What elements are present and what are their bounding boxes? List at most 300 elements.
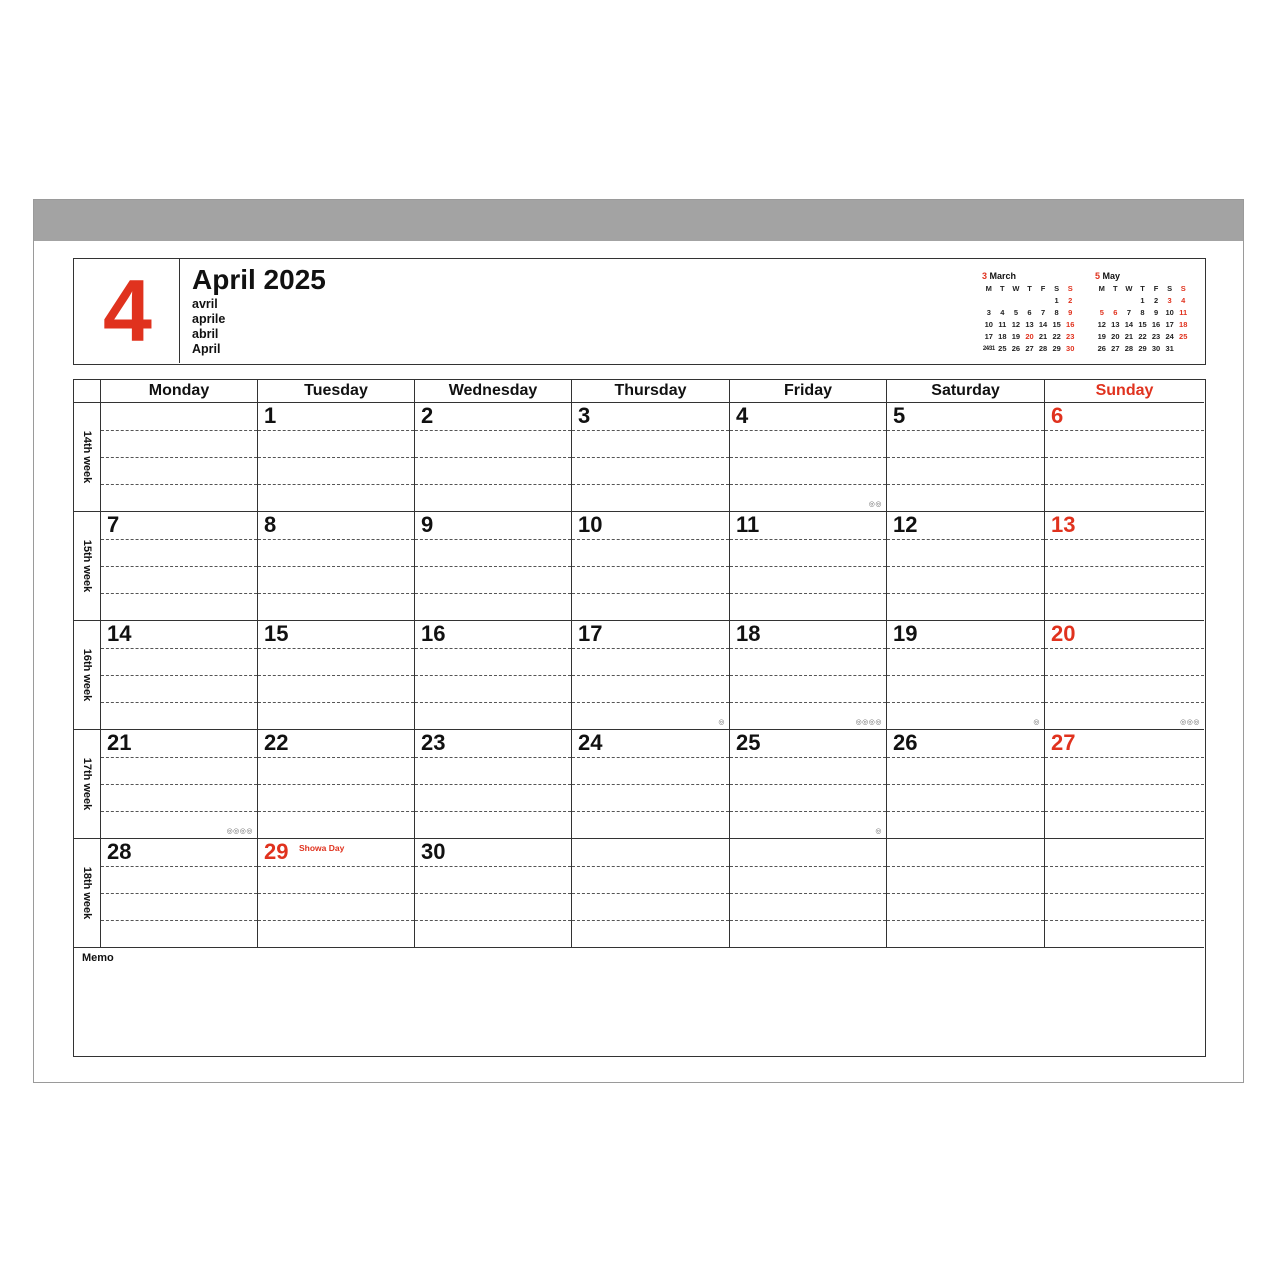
mini-grid — [982, 283, 1077, 355]
translation-fr: avril — [192, 297, 218, 311]
mini-weekday: T — [1027, 284, 1032, 293]
writing-line — [887, 893, 1044, 894]
writing-line — [258, 457, 414, 458]
day-cell-22[interactable] — [257, 730, 414, 839]
writing-line — [730, 920, 886, 921]
mini-weekday: M — [985, 284, 992, 293]
writing-line — [415, 430, 571, 431]
writing-line — [572, 648, 729, 649]
mini-day: 8 — [1054, 308, 1059, 317]
writing-line — [415, 920, 571, 921]
date-number: 18 — [736, 621, 761, 646]
mini-day: 7 — [1040, 308, 1046, 317]
writing-line — [258, 893, 414, 894]
day-cell-20[interactable] — [1044, 621, 1204, 730]
mini-day: 19 — [1097, 332, 1106, 341]
mini-weekday: T — [1140, 284, 1145, 293]
writing-line — [887, 648, 1044, 649]
day-cell-27[interactable] — [1044, 730, 1204, 839]
date-number: 12 — [893, 512, 918, 537]
day-cell-15[interactable] — [257, 621, 414, 730]
writing-line — [730, 784, 886, 785]
writing-line — [101, 675, 257, 676]
writing-line — [887, 539, 1044, 540]
writing-line — [730, 539, 886, 540]
date-number: 13 — [1051, 512, 1076, 537]
mini-day: 24 — [1165, 332, 1174, 341]
mini-day: 4 — [1000, 308, 1005, 317]
mini-day: 16 — [1066, 320, 1075, 329]
writing-line — [101, 920, 257, 921]
writing-line — [1045, 566, 1204, 567]
writing-line — [415, 757, 571, 758]
date-number: 5 — [893, 403, 906, 428]
mini-month-heading — [1095, 271, 1190, 282]
mini-weekday: S — [1180, 284, 1186, 293]
month-number: 4 — [74, 259, 180, 363]
writing-line — [730, 811, 886, 812]
mini-day: 29 — [1138, 344, 1147, 353]
writing-line — [1045, 784, 1204, 785]
mini-day: 10 — [984, 320, 993, 329]
writing-line — [415, 866, 571, 867]
writing-line — [572, 593, 729, 594]
mini-day — [1009, 295, 1023, 307]
week-label — [74, 512, 100, 621]
weekday-header-friday: Friday — [729, 380, 886, 403]
day-cell-9[interactable] — [414, 512, 571, 621]
writing-line — [887, 675, 1044, 676]
writing-line — [730, 675, 886, 676]
mini-weekday: S — [1067, 284, 1073, 293]
writing-line — [258, 648, 414, 649]
writing-line — [101, 484, 257, 485]
writing-line — [258, 920, 414, 921]
writing-line — [572, 539, 729, 540]
mini-day: 2 — [1153, 296, 1159, 305]
mini-day — [1036, 295, 1050, 307]
mini-calendar-may — [1095, 271, 1190, 355]
date-number: 6 — [1051, 403, 1064, 428]
mini-day: 10 — [1165, 308, 1174, 317]
writing-line — [258, 811, 414, 812]
translation-es: abril — [192, 327, 219, 341]
date-number: 23 — [421, 730, 446, 755]
mini-day: 21 — [1124, 332, 1134, 341]
date-number: 24 — [578, 730, 603, 755]
mini-day: 25 — [1179, 332, 1188, 341]
writing-line — [101, 811, 257, 812]
writing-line — [572, 920, 729, 921]
day-cell-empty[interactable] — [729, 839, 886, 948]
date-number: 27 — [1051, 730, 1076, 755]
date-number: 28 — [107, 839, 132, 864]
weekday-header-thursday: Thursday — [571, 380, 729, 403]
mini-day: 11 — [998, 320, 1007, 329]
mini-day: 6 — [1113, 308, 1118, 317]
moon-phase-icon: ◎ — [1033, 719, 1040, 726]
mini-day: 17 — [984, 332, 993, 341]
writing-line — [415, 811, 571, 812]
writing-line — [887, 784, 1044, 785]
mini-month-number: 5 — [1095, 271, 1101, 281]
day-cell-6[interactable] — [1044, 403, 1204, 512]
mini-day: 5 — [1013, 308, 1018, 317]
date-number: 22 — [264, 730, 289, 755]
writing-line — [1045, 484, 1204, 485]
moon-phase-icon: ◎◎◎◎ — [855, 719, 882, 726]
month-title: April 2025 — [192, 264, 326, 295]
mini-day: 31 — [1165, 344, 1174, 353]
writing-line — [1045, 702, 1204, 703]
weekday-header-sunday: Sunday — [1044, 380, 1204, 403]
mini-day: 14 — [1038, 320, 1048, 329]
writing-line — [1045, 866, 1204, 867]
writing-line — [415, 893, 571, 894]
mini-day: 12 — [1011, 320, 1021, 329]
writing-line — [572, 757, 729, 758]
day-cell-28[interactable] — [100, 839, 257, 948]
mini-day: 13 — [1025, 320, 1034, 329]
writing-line — [887, 702, 1044, 703]
mini-day: 12 — [1097, 320, 1106, 329]
mini-grid — [1095, 283, 1190, 355]
mini-day: 26 — [1097, 344, 1106, 353]
writing-line — [415, 484, 571, 485]
month-grid — [73, 379, 1206, 1057]
day-cell-2[interactable] — [414, 403, 571, 512]
mini-day: 9 — [1068, 308, 1073, 317]
week-label-text: 16th week — [81, 648, 93, 702]
day-cell-21[interactable] — [100, 730, 257, 839]
mini-day: 27 — [1111, 344, 1120, 353]
writing-line — [887, 457, 1044, 458]
mini-weekday: W — [1125, 284, 1133, 293]
mini-day — [1095, 295, 1109, 307]
writing-line — [258, 593, 414, 594]
writing-line — [415, 566, 571, 567]
mini-day: 23 — [1066, 332, 1075, 341]
mini-weekday: F — [1040, 284, 1046, 293]
mini-day: 27 — [1025, 344, 1034, 353]
mini-day: 22 — [1052, 332, 1061, 341]
writing-line — [101, 893, 257, 894]
mini-weekday: S — [1054, 284, 1060, 293]
writing-line — [101, 648, 257, 649]
writing-line — [572, 430, 729, 431]
writing-line — [730, 430, 886, 431]
writing-line — [101, 539, 257, 540]
weekday-header-tuesday: Tuesday — [257, 380, 414, 403]
date-number: 8 — [264, 512, 277, 537]
mini-day: 18 — [1179, 320, 1188, 329]
week-label — [74, 621, 100, 730]
writing-line — [887, 866, 1044, 867]
date-number: 4 — [736, 403, 749, 428]
mini-day: 17 — [1165, 320, 1174, 329]
week-label — [74, 839, 100, 948]
writing-line — [415, 593, 571, 594]
day-cell-30[interactable] — [414, 839, 571, 948]
day-cell-18[interactable] — [729, 621, 886, 730]
mini-day: 16 — [1151, 320, 1161, 329]
writing-line — [730, 593, 886, 594]
day-cell-7[interactable] — [100, 512, 257, 621]
day-cell-empty[interactable] — [571, 839, 729, 948]
mini-day: 9 — [1153, 308, 1159, 317]
writing-line — [101, 457, 257, 458]
date-number: 16 — [421, 621, 446, 646]
mini-day: 11 — [1179, 308, 1188, 317]
writing-line — [887, 811, 1044, 812]
day-cell-3[interactable] — [571, 403, 729, 512]
weekday-header-monday: Monday — [100, 380, 257, 403]
writing-line — [1045, 920, 1204, 921]
mini-day: 15 — [1052, 320, 1061, 329]
writing-line — [730, 866, 886, 867]
memo-label: Memo — [82, 952, 114, 964]
date-number: 21 — [107, 730, 132, 755]
writing-line — [730, 648, 886, 649]
week-label-text: 18th week — [81, 866, 93, 920]
translation-de: April — [192, 342, 221, 356]
mini-day: 19 — [1011, 332, 1021, 341]
mini-day — [1109, 295, 1123, 307]
mini-day: 20 — [1111, 332, 1120, 341]
mini-day: 5 — [1099, 308, 1104, 317]
date-number: 29 — [264, 839, 289, 864]
mini-day: 2 — [1068, 296, 1073, 305]
day-cell-29[interactable] — [257, 839, 414, 948]
date-number: 11 — [736, 512, 760, 537]
writing-line — [887, 430, 1044, 431]
writing-line — [572, 702, 729, 703]
writing-line — [415, 457, 571, 458]
mini-day — [996, 295, 1010, 307]
date-number: 30 — [421, 839, 446, 864]
mini-calendar-march — [982, 271, 1077, 355]
date-number: 7 — [107, 512, 120, 537]
mini-day: 18 — [998, 332, 1007, 341]
week-label-text: 15th week — [81, 539, 93, 593]
mini-day: 3 — [986, 308, 991, 317]
date-number: 15 — [264, 621, 289, 646]
writing-line — [1045, 675, 1204, 676]
day-cell-12[interactable] — [886, 512, 1044, 621]
mini-weekday: F — [1153, 284, 1159, 293]
writing-line — [887, 757, 1044, 758]
date-number: 14 — [107, 621, 132, 646]
writing-line — [101, 593, 257, 594]
writing-line — [101, 866, 257, 867]
mini-day: 30 — [1066, 344, 1075, 353]
mini-day: 21 — [1038, 332, 1048, 341]
day-cell-empty[interactable] — [1044, 839, 1204, 948]
writing-line — [415, 675, 571, 676]
week-label — [74, 403, 100, 512]
mini-day — [982, 295, 996, 307]
day-cell-19[interactable] — [886, 621, 1044, 730]
mini-day: 22 — [1138, 332, 1147, 341]
mini-day — [1023, 295, 1037, 307]
translation-it: aprile — [192, 312, 226, 326]
mini-day: 24⁄31 — [982, 346, 995, 352]
mini-weekday: T — [1113, 284, 1118, 293]
mini-weekday: M — [1098, 284, 1105, 293]
weekday-header-saturday: Saturday — [886, 380, 1044, 403]
writing-line — [258, 866, 414, 867]
day-cell-empty[interactable] — [886, 839, 1044, 948]
weekday-header-wednesday: Wednesday — [414, 380, 571, 403]
writing-line — [730, 484, 886, 485]
moon-phase-icon: ◎◎◎ — [1180, 719, 1200, 726]
mini-weekday: T — [1000, 284, 1005, 293]
writing-line — [258, 784, 414, 785]
memo-area[interactable] — [74, 948, 1205, 1056]
writing-line — [1045, 430, 1204, 431]
mini-month-number: 3 — [982, 271, 988, 281]
moon-phase-icon: ◎ — [875, 828, 882, 835]
writing-line — [1045, 648, 1204, 649]
moon-phase-icon: ◎◎ — [868, 501, 882, 508]
date-number: 10 — [578, 512, 603, 537]
writing-line — [258, 702, 414, 703]
mini-day — [1122, 295, 1136, 307]
writing-line — [101, 430, 257, 431]
day-cell-26[interactable] — [886, 730, 1044, 839]
mini-day: 14 — [1124, 320, 1134, 329]
writing-line — [415, 648, 571, 649]
day-cell-25[interactable] — [729, 730, 886, 839]
mini-day: 29 — [1052, 344, 1061, 353]
grid-corner — [74, 380, 100, 403]
writing-line — [101, 566, 257, 567]
mini-day: 8 — [1140, 308, 1145, 317]
calendar-sheet — [33, 199, 1244, 1083]
mini-day: 20 — [1025, 332, 1034, 341]
writing-line — [258, 566, 414, 567]
week-label-text: 17th week — [81, 757, 93, 811]
date-number: 1 — [264, 403, 277, 428]
day-cell-10[interactable] — [571, 512, 729, 621]
month-translations — [192, 297, 326, 357]
date-number: 17 — [578, 621, 603, 646]
writing-line — [572, 811, 729, 812]
mini-day: 7 — [1126, 308, 1131, 317]
writing-line — [1045, 593, 1204, 594]
writing-line — [1045, 457, 1204, 458]
mini-day: 13 — [1111, 320, 1120, 329]
date-number: 19 — [893, 621, 918, 646]
mini-day: 28 — [1038, 344, 1048, 353]
month-header — [73, 258, 1206, 365]
writing-line — [572, 675, 729, 676]
mini-day: 26 — [1011, 344, 1021, 353]
day-cell-empty[interactable] — [100, 403, 257, 512]
mini-day: 30 — [1151, 344, 1161, 353]
day-cell-5[interactable] — [886, 403, 1044, 512]
date-number: 2 — [421, 403, 434, 428]
moon-phase-icon: ◎ — [718, 719, 725, 726]
writing-line — [730, 893, 886, 894]
mini-day: 1 — [1140, 296, 1145, 305]
writing-line — [258, 675, 414, 676]
writing-line — [1045, 893, 1204, 894]
mini-month-name: March — [987, 271, 1017, 281]
day-cell-13[interactable] — [1044, 512, 1204, 621]
mini-day — [1176, 343, 1190, 355]
writing-line — [572, 484, 729, 485]
writing-line — [887, 484, 1044, 485]
writing-line — [1045, 811, 1204, 812]
writing-line — [1045, 539, 1204, 540]
day-cell-11[interactable] — [729, 512, 886, 621]
day-cell-14[interactable] — [100, 621, 257, 730]
writing-line — [730, 757, 886, 758]
writing-line — [415, 539, 571, 540]
day-cell-8[interactable] — [257, 512, 414, 621]
top-binding-band — [34, 200, 1243, 241]
writing-line — [730, 566, 886, 567]
date-number: 26 — [893, 730, 918, 755]
writing-line — [415, 702, 571, 703]
mini-weekday: W — [1012, 284, 1020, 293]
day-cell-4[interactable] — [729, 403, 886, 512]
moon-phase-icon: ◎◎◎◎ — [226, 828, 253, 835]
writing-line — [887, 920, 1044, 921]
day-cell-23[interactable] — [414, 730, 571, 839]
mini-month-heading — [982, 271, 1077, 282]
mini-weekday: S — [1167, 284, 1173, 293]
writing-line — [101, 702, 257, 703]
mini-day: 6 — [1027, 308, 1032, 317]
writing-line — [730, 457, 886, 458]
writing-line — [258, 539, 414, 540]
day-cell-16[interactable] — [414, 621, 571, 730]
day-cell-24[interactable] — [571, 730, 729, 839]
mini-day: 1 — [1054, 296, 1059, 305]
writing-line — [572, 457, 729, 458]
mini-day: 3 — [1167, 296, 1172, 305]
date-number: 3 — [578, 403, 591, 428]
writing-line — [101, 784, 257, 785]
title-block — [192, 265, 326, 357]
writing-line — [258, 757, 414, 758]
writing-line — [730, 702, 886, 703]
week-label — [74, 730, 100, 839]
week-label-text: 14th week — [81, 430, 93, 484]
holiday-name: Showa Day — [299, 843, 345, 853]
writing-line — [887, 566, 1044, 567]
writing-line — [258, 430, 414, 431]
mini-day: 15 — [1138, 320, 1147, 329]
date-number: 9 — [421, 512, 434, 537]
writing-line — [572, 866, 729, 867]
day-cell-1[interactable] — [257, 403, 414, 512]
writing-line — [101, 757, 257, 758]
writing-line — [572, 893, 729, 894]
day-cell-17[interactable] — [571, 621, 729, 730]
writing-line — [572, 566, 729, 567]
date-number: 20 — [1051, 621, 1076, 646]
mini-day: 28 — [1124, 344, 1134, 353]
mini-day: 23 — [1151, 332, 1161, 341]
date-number: 25 — [736, 730, 761, 755]
mini-day: 4 — [1181, 296, 1186, 305]
writing-line — [415, 784, 571, 785]
mini-day: 25 — [998, 344, 1007, 353]
writing-line — [572, 784, 729, 785]
